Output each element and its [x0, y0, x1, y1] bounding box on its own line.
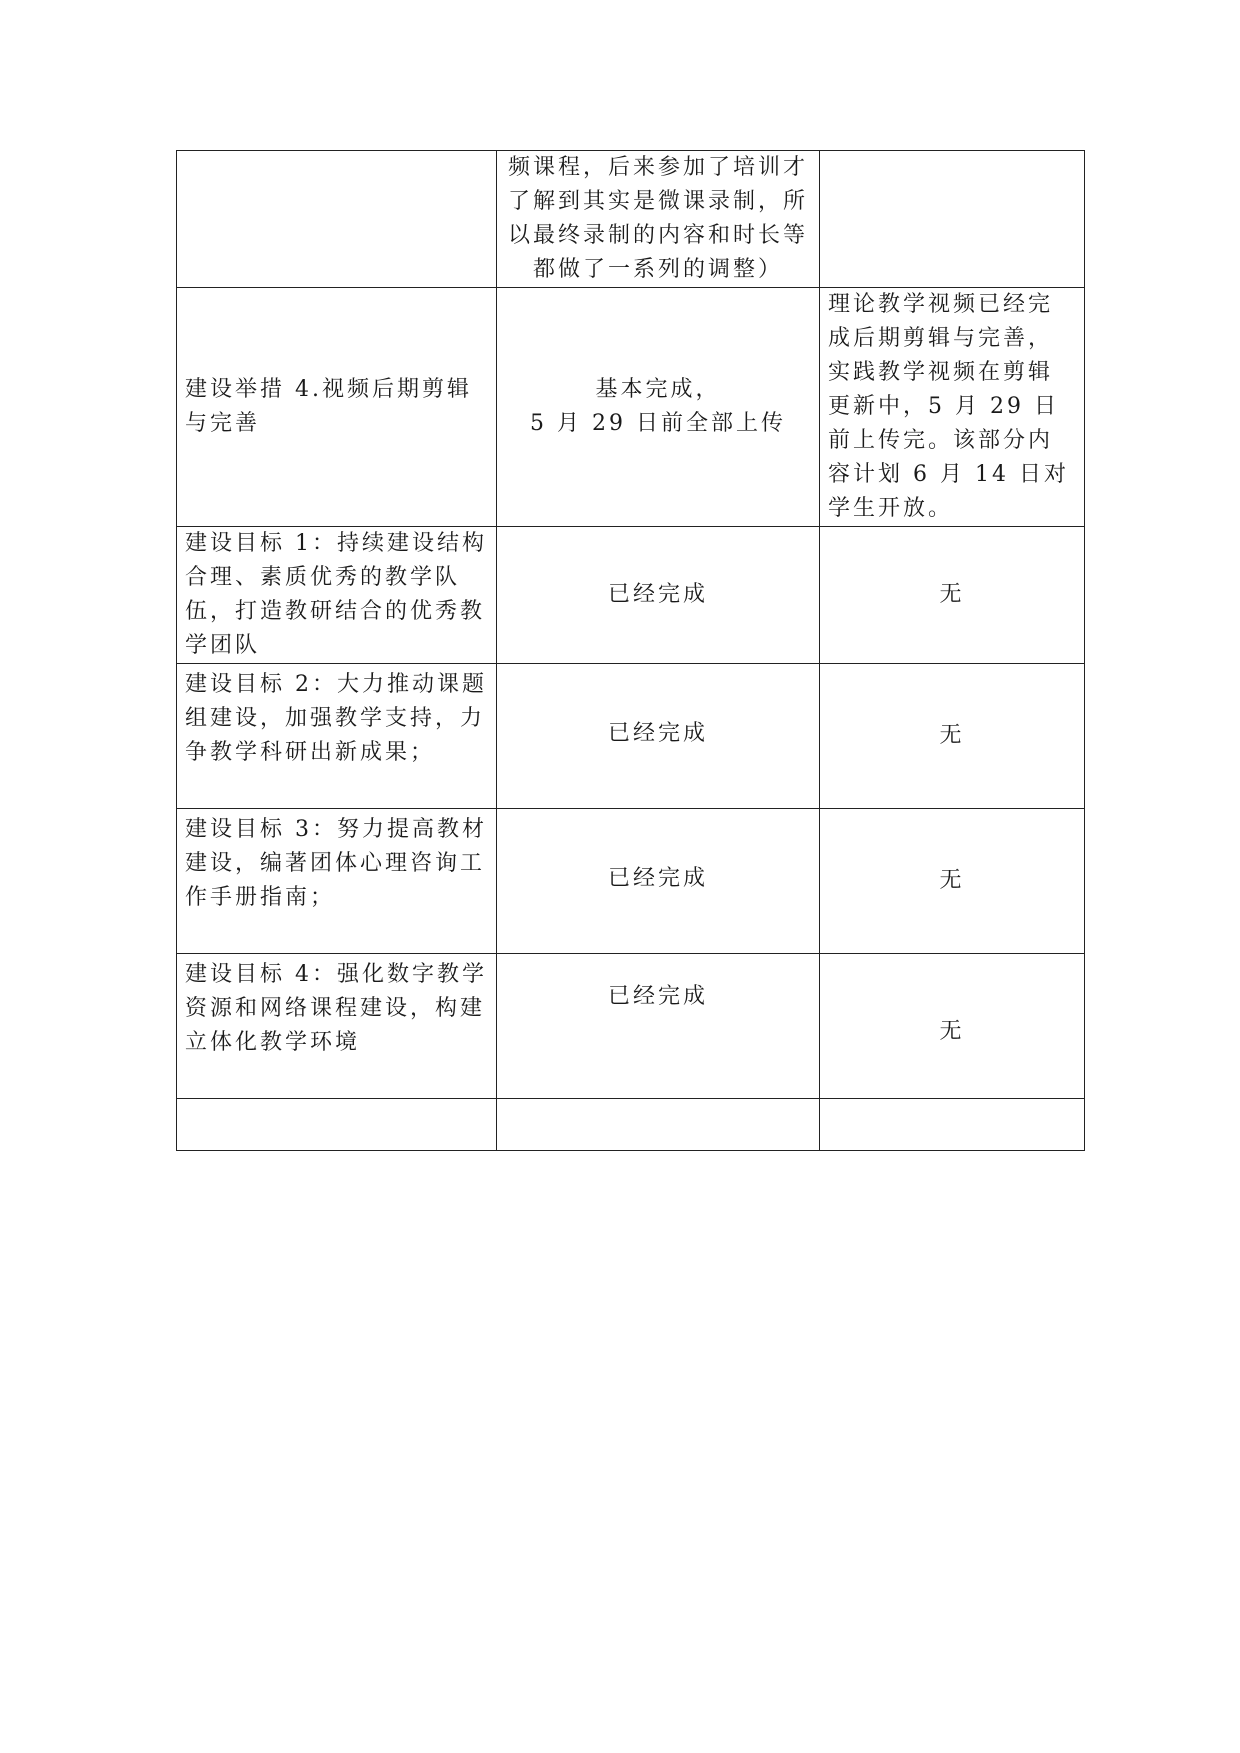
item-cell: 建设目标 4：强化数字教学资源和网络课程建设，构建立体化教学环境 [177, 954, 497, 1099]
item-cell: 建设举措 4.视频后期剪辑与完善 [177, 288, 497, 527]
table-row [177, 527, 1085, 664]
notes-cell: 理论教学视频已经完成后期剪辑与完善，实践教学视频在剪辑更新中，5 月 29 日前上传完。该部分内容计划 6 月 14 日对学生开放。 [820, 288, 1085, 527]
progress-cell: 已经完成 [497, 527, 820, 664]
item-cell: 建设目标 3：努力提高教材建设，编著团体心理咨询工作手册指南； [177, 809, 497, 954]
item-cell: 建设目标 1：持续建设结构合理、素质优秀的教学队伍，打造教研结合的优秀教学团队 [177, 527, 497, 664]
item-cell [177, 1099, 497, 1151]
table-row [177, 1099, 1085, 1151]
progress-cell: 已经完成 [497, 664, 820, 809]
notes-cell [820, 151, 1085, 288]
table-row [177, 664, 1085, 809]
progress-line: 以最终录制的内容和时长等 [507, 223, 808, 248]
progress-cell [497, 288, 820, 527]
progress-cell: 已经完成 [497, 954, 820, 1099]
progress-cell: 已经完成 [497, 809, 820, 954]
progress-line: 了解到其实是微课录制，所 [507, 189, 808, 214]
notes-cell: 无 [820, 664, 1085, 809]
progress-line: 都做了一系列的调整） [532, 257, 783, 282]
notes-cell [820, 1099, 1085, 1151]
item-cell: 建设目标 2：大力推动课题组建设，加强教学支持，力争教学科研出新成果； [177, 664, 497, 809]
table-row [177, 151, 1085, 288]
progress-line: 基本完成， [595, 377, 721, 402]
notes-cell: 无 [820, 954, 1085, 1099]
item-cell [177, 151, 497, 288]
table-row [177, 288, 1085, 527]
progress-cell [497, 151, 820, 288]
table-row [177, 954, 1085, 1099]
notes-cell: 无 [820, 809, 1085, 954]
progress-cell [497, 1099, 820, 1151]
progress-line: 频课程，后来参加了培训才 [507, 155, 808, 180]
table-row [177, 809, 1085, 954]
progress-line: 5 月 29 日前全部上传 [530, 411, 786, 436]
notes-cell: 无 [820, 527, 1085, 664]
progress-table [176, 150, 1085, 1151]
